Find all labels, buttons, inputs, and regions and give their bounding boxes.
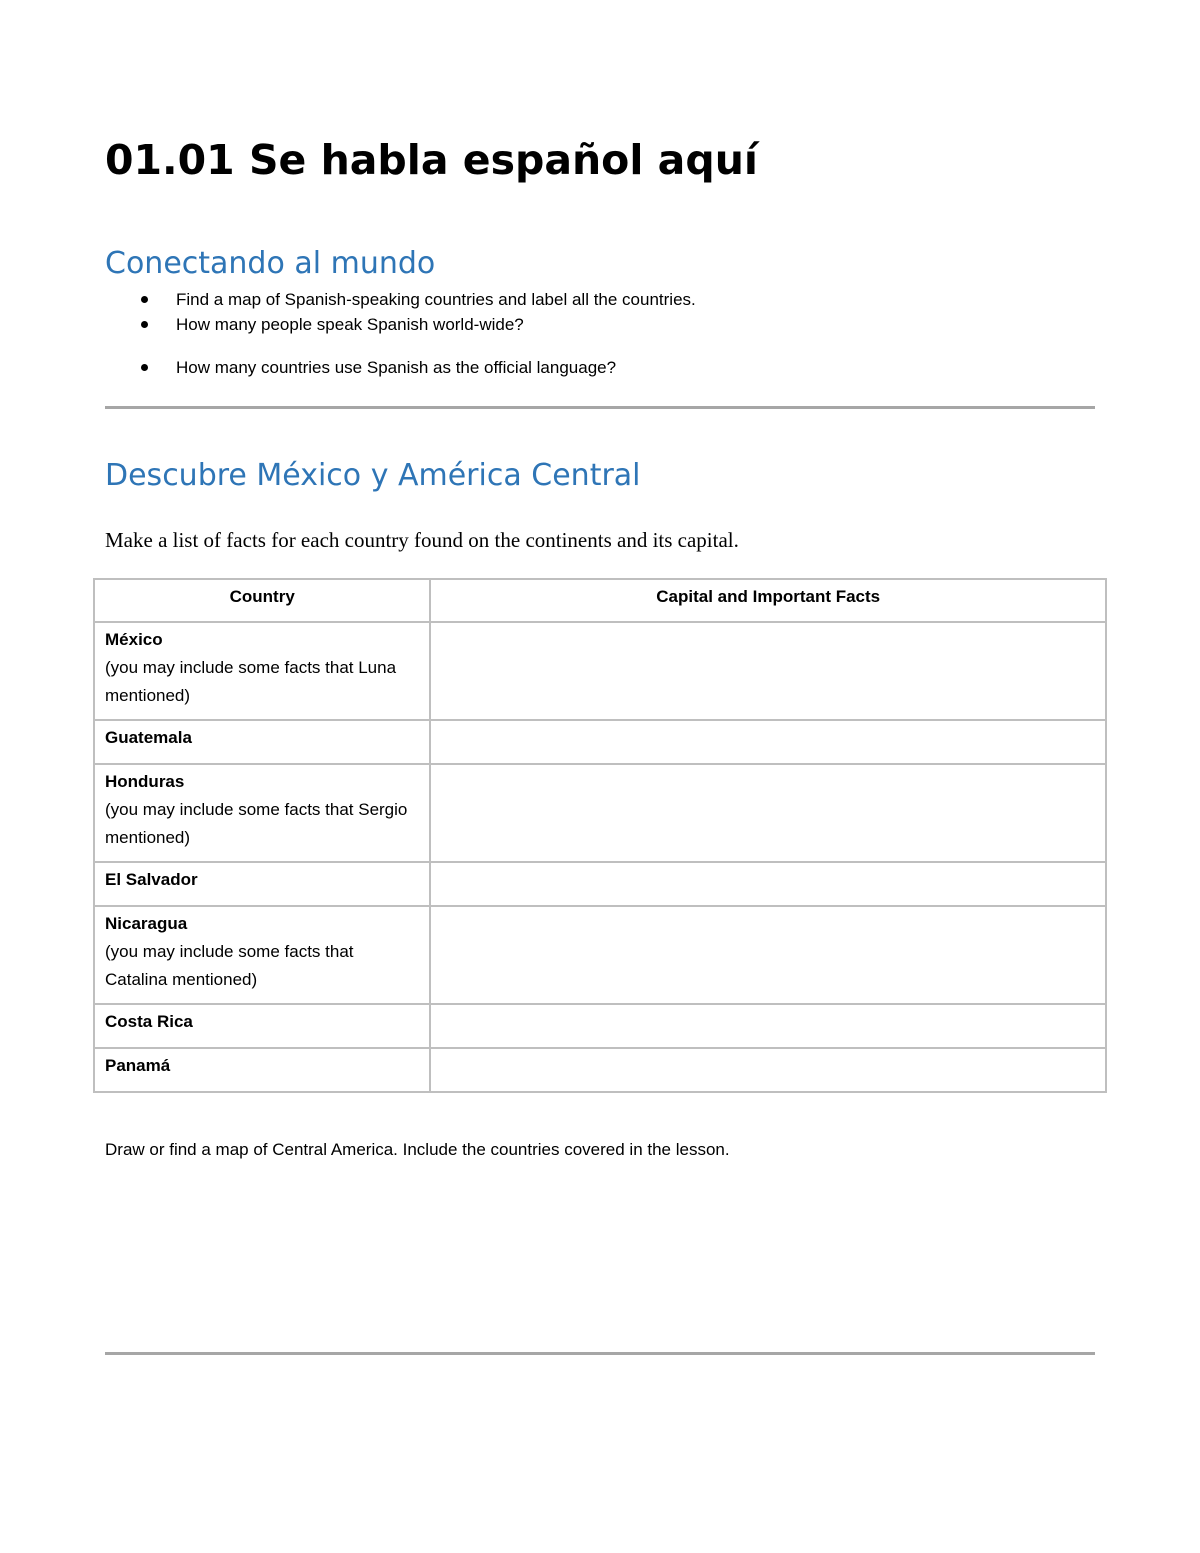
section-heading-descubre: Descubre México y América Central [105, 458, 641, 493]
country-note: (you may include some facts that Sergio mentioned) [105, 800, 408, 847]
country-name: El Salvador [105, 870, 198, 889]
section-heading-conectando: Conectando al mundo [105, 246, 436, 281]
table-row [94, 720, 1106, 764]
divider [105, 1352, 1095, 1355]
table-row [94, 1004, 1106, 1048]
table-instructions: Make a list of facts for each country found on the continents and its capital. [105, 528, 739, 552]
divider [105, 406, 1095, 409]
column-header-country: Country [94, 579, 430, 622]
country-facts-table [93, 578, 1107, 1093]
facts-cell[interactable] [430, 906, 1106, 1004]
facts-cell[interactable] [430, 764, 1106, 862]
country-cell [94, 862, 430, 906]
facts-cell[interactable] [430, 622, 1106, 720]
country-name: Nicaragua [105, 914, 188, 933]
country-name: Honduras [105, 772, 185, 791]
facts-cell[interactable] [430, 720, 1106, 764]
country-note: (you may include some facts that Luna mentioned) [105, 658, 397, 705]
table-row [94, 862, 1106, 906]
country-cell [94, 622, 430, 720]
bullet-icon [141, 364, 148, 371]
country-cell [94, 720, 430, 764]
list-item [105, 313, 1105, 337]
country-cell [94, 764, 430, 862]
table-row [94, 764, 1106, 862]
table-row [94, 622, 1106, 720]
list-item-text: Find a map of Spanish-speaking countries and label all the countries. [176, 290, 696, 309]
facts-cell[interactable] [430, 862, 1106, 906]
country-name: Guatemala [105, 728, 192, 747]
column-header-facts: Capital and Important Facts [430, 579, 1106, 622]
facts-cell[interactable] [430, 1004, 1106, 1048]
country-cell [94, 1048, 430, 1092]
list-item [105, 356, 1105, 380]
country-name: Costa Rica [105, 1012, 193, 1031]
country-cell [94, 906, 430, 1004]
list-item-text: How many people speak Spanish world-wide? [176, 315, 524, 334]
country-cell [94, 1004, 430, 1048]
map-instructions: Draw or find a map of Central America. Include the countries covered in the lesson. [105, 1140, 730, 1159]
table-row [94, 906, 1106, 1004]
list-item [105, 288, 1105, 312]
bullet-icon [141, 296, 148, 303]
country-name: Panamá [105, 1056, 171, 1075]
list-item-text: How many countries use Spanish as the official language? [176, 358, 617, 377]
page-title: 01.01 Se habla español aquí [105, 136, 758, 184]
country-note: (you may include some facts that Catalina mentioned) [105, 942, 354, 989]
facts-cell[interactable] [430, 1048, 1106, 1092]
country-name: México [105, 630, 163, 649]
bullet-icon [141, 321, 148, 328]
table-row [94, 1048, 1106, 1092]
table-header-row [94, 579, 1106, 622]
